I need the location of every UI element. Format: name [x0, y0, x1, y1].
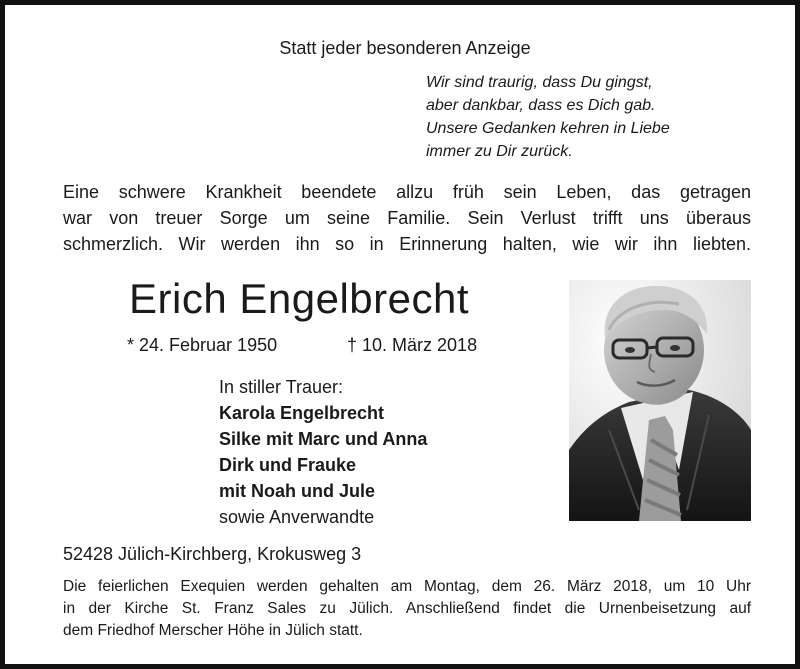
- family-address: 52428 Jülich-Kirchberg, Krokusweg 3: [63, 544, 362, 564]
- mourners-block: [219, 374, 427, 530]
- service-info: [63, 576, 751, 642]
- intro-text: [63, 179, 751, 257]
- verse-line: immer zu Dir zurück.: [426, 143, 573, 160]
- birth-date: * 24. Februar 1950: [127, 335, 278, 355]
- intro-line: war von treuer Sorge um seine Familie. Sein Verlust trifft uns überaus: [63, 208, 751, 228]
- life-dates: [127, 335, 478, 356]
- deceased-name: Erich Engelbrecht: [129, 275, 470, 322]
- death-date: † 10. März 2018: [347, 335, 478, 355]
- verse-line: Unsere Gedanken kehren in Liebe: [426, 120, 670, 137]
- mourner-name: Silke mit Marc und Anna: [219, 429, 428, 449]
- service-line: Die feierlichen Exequien werden gehalten am Montag, dem 26. März 2018, um 10 Uhr: [63, 578, 751, 595]
- intro-line: schmerzlich. Wir werden ihn so in Erinnerung halten, wie wir ihn liebten.: [63, 234, 751, 254]
- mourner-name: Dirk und Frauke: [219, 455, 357, 475]
- intro-line: Eine schwere Krankheit beendete allzu früh sein Leben, das getragen: [63, 182, 751, 202]
- mourners-closing: sowie Anverwandte: [219, 507, 375, 527]
- mourners-intro: In stiller Trauer:: [219, 377, 344, 397]
- service-line: dem Friedhof Merscher Höhe in Jülich statt.: [63, 622, 363, 639]
- portrait-photo: [569, 280, 751, 521]
- verse-line: aber dankbar, dass es Dich gab.: [426, 97, 656, 114]
- memorial-verse: [426, 71, 670, 163]
- service-line: in der Kirche St. Franz Sales zu Jülich. Anschließend findet die Urnenbeisetzung auf: [63, 600, 751, 617]
- notice-header: Statt jeder besonderen Anzeige: [279, 38, 531, 58]
- mourner-name: mit Noah und Jule: [219, 481, 376, 501]
- portrait-photo-drawing: [569, 280, 751, 521]
- verse-line: Wir sind traurig, dass Du gingst,: [426, 74, 653, 91]
- mourner-name: Karola Engelbrecht: [219, 403, 385, 423]
